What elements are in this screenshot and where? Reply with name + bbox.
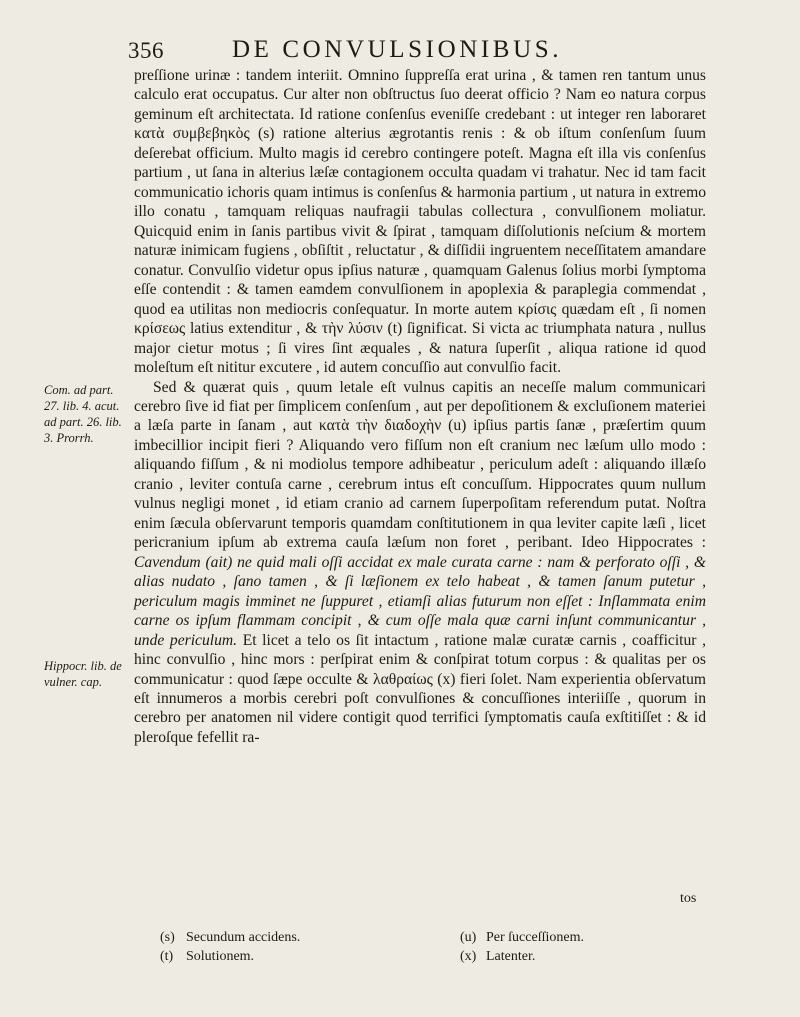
footnote-text: Per ſucceſſionem. — [486, 930, 584, 945]
footnote-text: Latenter. — [486, 949, 536, 964]
paragraph — [134, 378, 706, 748]
main-text — [134, 66, 706, 747]
footnote — [160, 928, 300, 947]
footnote-mark: (t) — [160, 949, 174, 964]
footnotes-right — [460, 928, 584, 966]
footnote-mark: (s) — [160, 930, 175, 945]
footnote — [460, 947, 584, 966]
footnote — [460, 928, 584, 947]
footnote — [160, 947, 300, 966]
paragraph-text: Et licet a telo os ſit intactum , ratione malæ curatæ carnis , coafficitur , hinc convulſio , hinc mors : perſpirat enim & conſpirat totum corpus : & qualitas per os communicatur : quod ſæpe occulte & λαθραίως (x) fieri ſolet. Nam experientia obſervatum eſt innumeros a morbis cerebri poſt convulſiones & concuſſiones interiiſſe , quorum in cerebro per anatomen nil videre contigit quod terrifici ſymptomatis cauſa exſtitiſſet : & id pleroſque fefellit ra- — [134, 631, 706, 746]
margin-note-commentary: Com. ad part. 27. lib. 4. acut. ad part. 26. lib. 3. Prorrh. — [44, 383, 122, 445]
catchword: tos — [680, 891, 697, 906]
margin-note-hippocrates: Hippocr. lib. de vulner. cap. — [44, 659, 122, 689]
footnote-mark: (u) — [460, 930, 477, 945]
footnote-text: Solutionem. — [186, 949, 255, 964]
paragraph: preſſione urinæ : tandem interiit. Omnino ſuppreſſa erat urina , & tamen ren tantum unus calculo erat occupatus. Cur alter non obſtructus ſuo deerat officio ? Nam eo natura corpus geminum eſt architectata. Id ratione conſenſus eveniſſe credebant : ut integer ren laboraret κατὰ συμβεβηκὸς (s) ratione alterius ægrotantis renis : & ob iſtum conſenſum ſuum deſerebat officium. Multo magis id cerebro contingere poteſt. Magna eſt illa vis conſenſus partium , ut ſana in alterius læſæ contagionem occulta quadam vi trahatur. Nec id tam facit communicatio ichoris quam intimus is conſenſus & harmonia partium , ut natura in extremo illo conatu , tamquam reliquas naufragii tabulas collectura , convulſionem moliatur. Quicquid enim in ſanis partibus vivit & ſpirat , tamquam diſſolutionis neſcium & mortem naturæ inimicam fugiens , obſiſtit , reluctatur , & diſſidii ingruentem neceſſitatem amandare conatur. Convulſio videtur opus ipſius naturæ , quamquam Galenus ſolius morbi ſymptoma eſſe contendit : & tamen eamdem convulſionem in apoplexia & paraplegia commendat , quod ea utilitas non mediocris conſequatur. In morte autem κρίσις quædam eſt , ſi nomen κρίσεως latius extenditur , & τὴν λύσιν (t) ſignificat. Si victa ac triumphata natura , nullus major cietur motus ; ſi vires ſint æquales , & natura ſuperſit , aliqua ratione id quod moleſtum eſt nititur excutere , id autem concuſſio aut convulſio facit. — [134, 67, 706, 377]
running-head: DE CONVULSIONIBUS. — [232, 36, 563, 63]
hippocrates-quotation: Cavendum (ait) ne quid mali oſſi accidat ex male curata carne : nam & perforato oſſi , & alias nudato , ſano tamen , & ſi læſionem ex telo habeat , & tamen ſanum putetur , periculum magis imminet ne ſuppuret , etiamſi alias futurum non eſſet : Inſlammata enim carne os ipſum flammam concipit , & cum oſſe mala quæ carni inſunt communicantur , unde periculum. — [134, 553, 706, 649]
footnote-mark: (x) — [460, 949, 477, 964]
page-number: 356 — [128, 38, 164, 63]
footnote-text: Secundum accidens. — [186, 930, 301, 945]
paragraph-text: Sed & quærat quis , quum letale eſt vulnus capitis an neceſſe malum communicari cerebro ſive id fiat per ſimplicem conſenſum , aut per depoſitionem & excluſionem materiei a læſa parte in ſanam , aut κατὰ τὴν διαδοχὴν (u) ipſius partis ſanæ , præſertim quum imbecillior incipit fieri ? Aliquando vero fiſſum non eſt cranium nec læſum ullo modo : aliquando fiſſum , & ni modiolus tempore adhibeatur , periculum adeſt : aliquando illæſo cranio , leviter contuſa carne , cerebrum intus eſt concuſſum. Hippocrates quum nullum vulnus negligi monet , id etiam cranio ad carnem ſuperpoſitam referendum putat. Noſtra enim ſæcula obſervarunt temporis quamdam conſtitutionem in qua leviter capite læſi , licet pericranium ipſum ab extrema cauſa læſum non foret , peribant. Ideo Hippocrates : — [134, 378, 706, 552]
footnotes-left — [160, 928, 300, 966]
